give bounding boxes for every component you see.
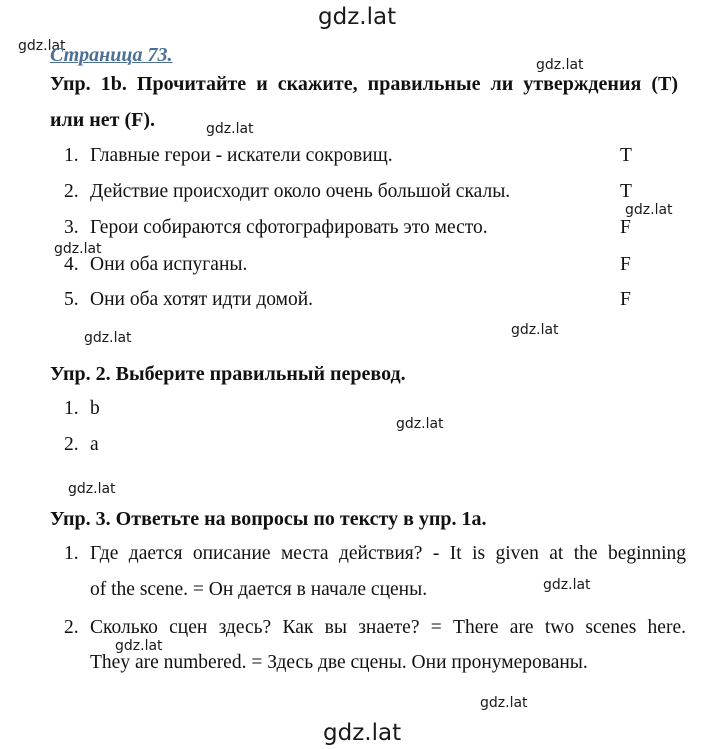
item-text: Где дается описание места действия? - It is given at the beginning (90, 543, 686, 564)
exercise-1b-title-cont: или нет (F). (50, 109, 156, 131)
item-text-cont: of the scene. = Он дается в начале сцены. (90, 579, 428, 600)
watermark: gdz.lat (396, 416, 444, 432)
list-item (64, 543, 90, 565)
watermark: gdz.lat (84, 330, 132, 346)
item-text: Они оба хотят идти домой. (90, 289, 314, 310)
item-text-cont: They are numbered. = Здесь две сцены. Они пронумерованы. (90, 652, 588, 673)
list-item (64, 217, 488, 239)
watermark-bottom: gdz.lat (323, 720, 402, 746)
item-number: 1. (64, 543, 79, 564)
watermark-top: gdz.lat (318, 4, 397, 30)
watermark: gdz.lat (536, 57, 584, 73)
watermark: gdz.lat (68, 481, 116, 497)
item-number: 5. (64, 289, 79, 310)
watermark: gdz.lat (480, 695, 528, 711)
item-text: b (90, 398, 100, 419)
list-item (64, 254, 247, 276)
item-text: Герои собираются сфотографировать это место. (90, 217, 488, 238)
exercise-2-title: Упр. 2. Выберите правильный перевод. (50, 363, 406, 385)
item-text: Они оба испуганы. (90, 254, 248, 275)
item-text: Главные герои - искатели сокровищ. (90, 145, 393, 166)
exercise-3-title: Упр. 3. Ответьте на вопросы по тексту в упр. 1a. (50, 508, 487, 530)
item-number: 2. (64, 181, 79, 202)
answer-value: F (620, 217, 631, 238)
item-text: Действие происходит около очень большой скалы. (90, 181, 511, 202)
item-text: Сколько сцен здесь? Как вы знаете? = There are two scenes here. (90, 617, 686, 638)
item-number: 3. (64, 217, 79, 238)
answer-value: T (620, 181, 632, 202)
answer-value: F (620, 254, 631, 275)
watermark: gdz.lat (54, 241, 102, 257)
list-item (64, 289, 313, 311)
item-number: 1. (64, 145, 79, 166)
list-item (64, 617, 90, 639)
list-item (64, 398, 100, 420)
watermark: gdz.lat (18, 38, 66, 54)
exercise-1b-title: Упр. 1b. Прочитайте и скажите, правильные ли утверждения (T) (50, 73, 678, 95)
list-item (64, 145, 393, 167)
list-item (64, 434, 99, 456)
list-item (64, 181, 510, 203)
watermark: gdz.lat (625, 202, 673, 218)
item-number: 4. (64, 254, 79, 275)
item-number: 1. (64, 398, 79, 419)
watermark: gdz.lat (511, 322, 559, 338)
watermark: gdz.lat (206, 121, 254, 137)
answer-value: T (620, 145, 632, 166)
page-title: Страница 73. (50, 44, 173, 66)
watermark: gdz.lat (115, 638, 163, 654)
watermark: gdz.lat (543, 577, 591, 593)
item-number: 2. (64, 617, 79, 638)
item-number: 2. (64, 434, 79, 455)
answer-value: F (620, 289, 631, 310)
item-text: a (90, 434, 99, 455)
